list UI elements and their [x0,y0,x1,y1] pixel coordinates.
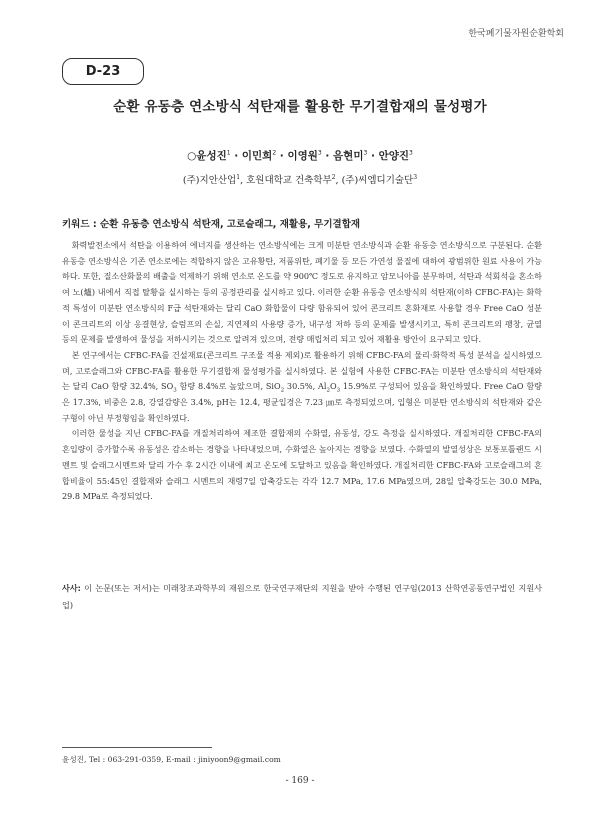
page-number: - 169 - [285,776,315,786]
author-list [0,148,600,163]
author-affil-mark: 3 [363,149,368,157]
subscript: 3 [173,387,177,394]
subscript: 2 [326,387,330,394]
affiliation: , (주)씨엠디기술단 [335,175,414,186]
acknowledgement-text: 이 논문(또는 저서)는 미래창조과학부의 재원으로 한국연구재단의 지원을 받아 수행된 연구임(2013 산학연공동연구법인 지원사업) [62,583,542,610]
presenter-mark: ○ [187,150,197,162]
author-separator: · [276,150,288,162]
affiliation: (주)지안산업 [182,175,237,186]
author-affil-mark: 3 [317,149,322,157]
corresponding-author-footnote: 윤성진, Tel : 063-291-0359, E-mail : jiniyoon9@gmail.com [62,755,281,764]
author-name: 이영원 [287,150,318,162]
author-name: 이민희 [241,150,273,162]
author-name: 음현미 [333,150,364,162]
affiliation-mark: 2 [331,173,336,181]
paragraph-2-text: O [329,381,337,392]
author-separator: · [321,150,334,162]
acknowledgement [62,580,542,614]
paragraph-2-text: 함량 8.4%로 높았으며, SiO [176,381,281,392]
author-separator: · [367,150,379,162]
paper-code-badge: D-23 [62,58,144,85]
footnote-divider [62,747,212,748]
paragraph-2 [62,348,542,427]
keywords-line: 키워드 : 순환 유동층 연소방식 석탄재, 고로슬래그, 재활용, 무기결합재 [62,219,361,230]
author-name: 안양진 [378,150,410,162]
author-separator: · [230,150,242,162]
journal-header: 한국폐기물자원순환학회 [468,29,564,39]
paper-title: 순환 유동층 연소방식 석탄재를 활용한 무기결합재의 물성평가 [113,99,487,115]
affiliation-mark: 3 [413,173,418,181]
author-affil-mark: 3 [409,149,413,157]
subscript: 2 [280,387,285,394]
author-affil-mark: 1 [226,149,231,157]
paragraph-2-text: 15.9%로 구성되어 있음을 확인하였다. Free CaO 함량은 17.3%, 비중은 2.8, 강열감량은 3.4%, pH는 12.4, 평균입경은 7.23 ㎛로 측정되었으며, 입형은 미분탄 연소방식의 석탄재와 같은 구형이 아닌 부정형임을 확인하였다. [62,381,542,423]
author-affil-mark: 2 [272,149,277,157]
affiliation-mark: 1 [236,173,241,181]
paragraph-2-text: 30.5%, Al [284,381,327,392]
paragraph-2-text: 본 연구에서는 CFBC-FA를 건설재료(콘크리트 구조물 적용 제외)로 활용하기 위해 CFBC-FA의 물리·화학적 특성 분석을 실시하였으며, 고로슬래그와 CFBC-FA를 활용한 무기결합재 물성평가를 실시하였다. 본 실험에 사용한 CFBC-FA는 미분탄 연소방식의 석탄재와는 달리 CaO 함량 32.4%, SO [62,349,542,392]
acknowledgement-label: 사사: [62,583,81,593]
paragraph-1: 화력발전소에서 석탄을 이용하여 에너지를 생산하는 연소방식에는 크게 미분탄 연소방식과 순환 유동층 연소방식으로 구분된다. 순환 유동층 연소방식은 기존 연소로에는 적합하지 않은 고유황탄, 저품위탄, 폐기물 등 모든 가연성 물질에 대하여 광범위한 원료 사용이 가능하다. 또한, 질소산화물의 배출을 억제하기 위해 연소로 온도를 약 900℃ 정도로 유지하고 암모니아를 분무하며, 석탄과 석회석을 혼소하여 노(爐) 내에서 직접 탈황을 실시하는 등의 공정관리를 실시하고 있다. 이러한 순환 유동층 연소방식의 석탄재(이하 CFBC-FA)는 화학적 특성이 미분탄 연소방식의 F급 석탄재와는 달리 CaO 화합물이 다량 함유되어 있어 콘크리트 혼화재로 사용할 경우 Free CaO 성분이 콘크리트의 이상 응결현상, 슬럼프의 손실, 지연제의 사용량 증가, 내구성 저하 등의 문제를 발생시키고, 특히 콘크리트의 팽창, 균열 등의 문제를 발생하여 물성을 저하시키는 것으로 알려져 있으며, 전량 매립처리 되고 있어 재활용 방안이 요구되고 있다. [62,240,542,345]
subscript: 3 [336,387,341,394]
affiliation-list [0,172,600,186]
author-name: 윤성진 [196,150,227,162]
affiliation: , 호원대학교 건축학부 [240,175,332,186]
abstract-body [62,238,542,505]
paragraph-3: 이러한 물성을 지닌 CFBC-FA를 개질처리하여 제조한 결합재의 수화열, 유동성, 강도 측정을 실시하였다. 개질처리한 CFBC-FA의 혼입량이 증가할수록 유동성은 감소하는 경향을 나타내었으며, 수화열은 높아지는 경향을 보였다. 수화열의 발열성상은 보통포틀랜드 시멘트 및 슬래그시멘트와 달리 가수 후 2시간 이내에 최고 온도에 도달하고 있음을 확인하였다. 개질처리한 CFBC-FA와 고로슬래그의 혼합비율이 55:45인 결합재와 슬래그 시멘트의 재령7일 압축강도는 각각 12.7 MPa, 17.6 MPa였으며, 28일 압축강도는 30.0 MPa, 29.8 MPa로 측정되었다. [62,428,542,502]
